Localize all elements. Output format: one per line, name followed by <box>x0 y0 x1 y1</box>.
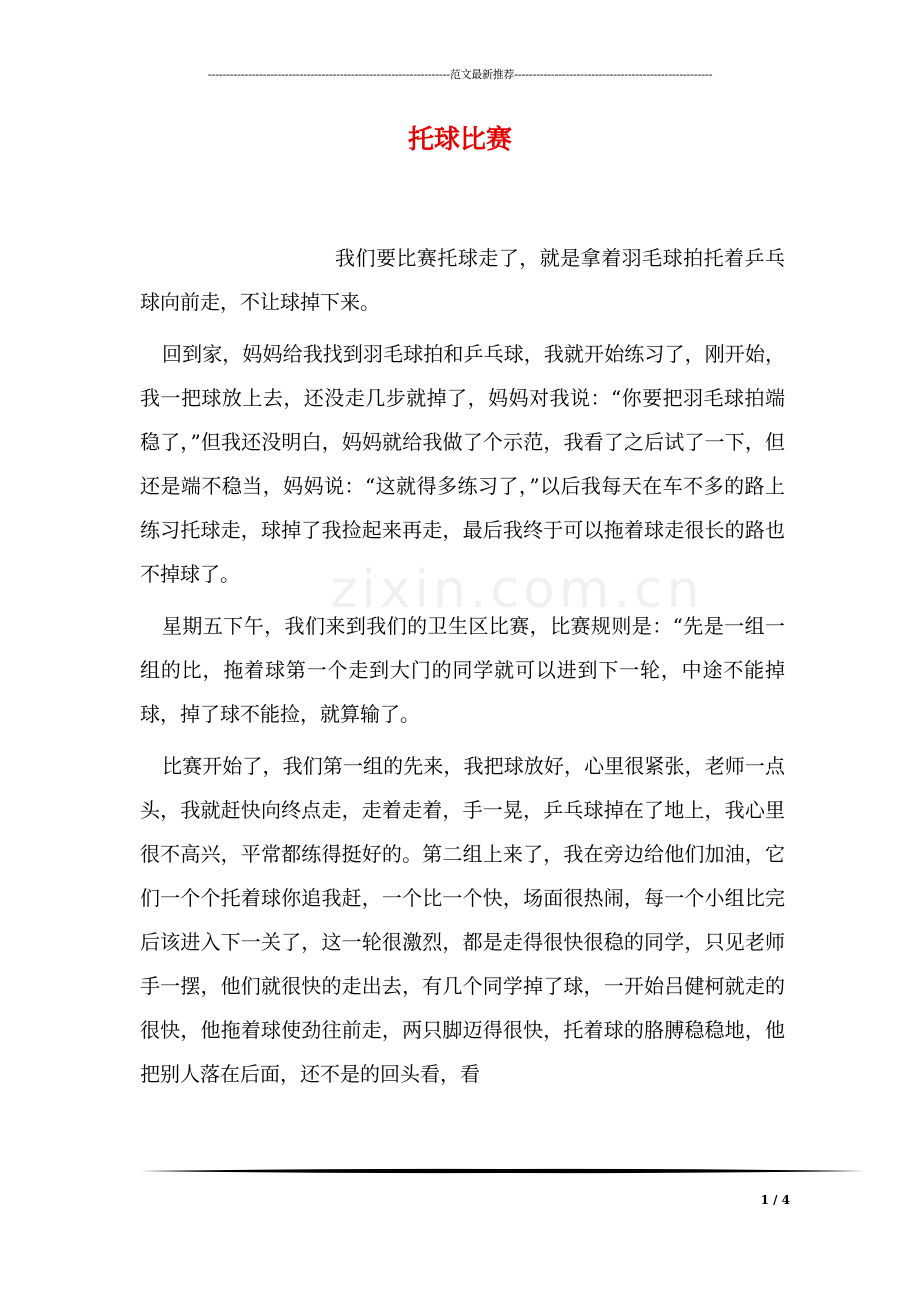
watermark: zixin.com.cn <box>330 560 704 620</box>
document-title: 托球比赛 <box>407 125 512 155</box>
document-body <box>140 236 785 1104</box>
paragraph-1: 我们要比赛托球走了，就是拿着羽毛球拍托着乒乓球向前走，不让球掉下来。 <box>140 246 785 314</box>
page-header: ------------------------------------------------------------------范文最新推荐------------------------------------------------------ <box>207 68 713 81</box>
paragraph-2: 回到家，妈妈给我找到羽毛球拍和乒乓球，我就开始练习了，刚开始，我一把球放上去，还没走几步就掉了，妈妈对我说：“你要把羽毛球拍端稳了，”但我还没明白，妈妈就给我做了个示范，我看了之后试了一下，但还是端不稳当，妈妈说：“这就得多练习了，”以后我每天在车不多的路上练习托球走，球掉了我捡起来再走，最后我终于可以拖着球走很长的路也不掉球了。 <box>140 342 785 586</box>
paragraph-4: 比赛开始了，我们第一组的先来，我把球放好，心里很紧张，老师一点头，我就赶快向终点走，走着走着，手一晃，乒乓球掉在了地上，我心里很不高兴，平常都练得挺好的。第二组上来了，我在旁边给他们加油，它们一个个托着球你追我赶，一个比一个快，场面很热闹，每一个小组比完后该进入下一关了，这一轮很激烈，都是走得很快很稳的同学，只见老师手一摆，他们就很快的走出去，有几个同学掉了球，一开始吕健柯就走的很快，他拖着球使劲往前走，两只脚迈得很快，托着球的胳膊稳稳地，他把别人落在后面，还不是的回头看，看 <box>140 754 785 1086</box>
paragraph-3: 星期五下午，我们来到我们的卫生区比赛，比赛规则是：“先是一组一组的比，拖着球第一个走到大门的同学就可以进到下一轮，中途不能掉球，掉了球不能捡，就算输了。 <box>140 614 785 726</box>
page-number: 1 / 4 <box>760 1193 790 1207</box>
footer-rule <box>140 1168 865 1174</box>
